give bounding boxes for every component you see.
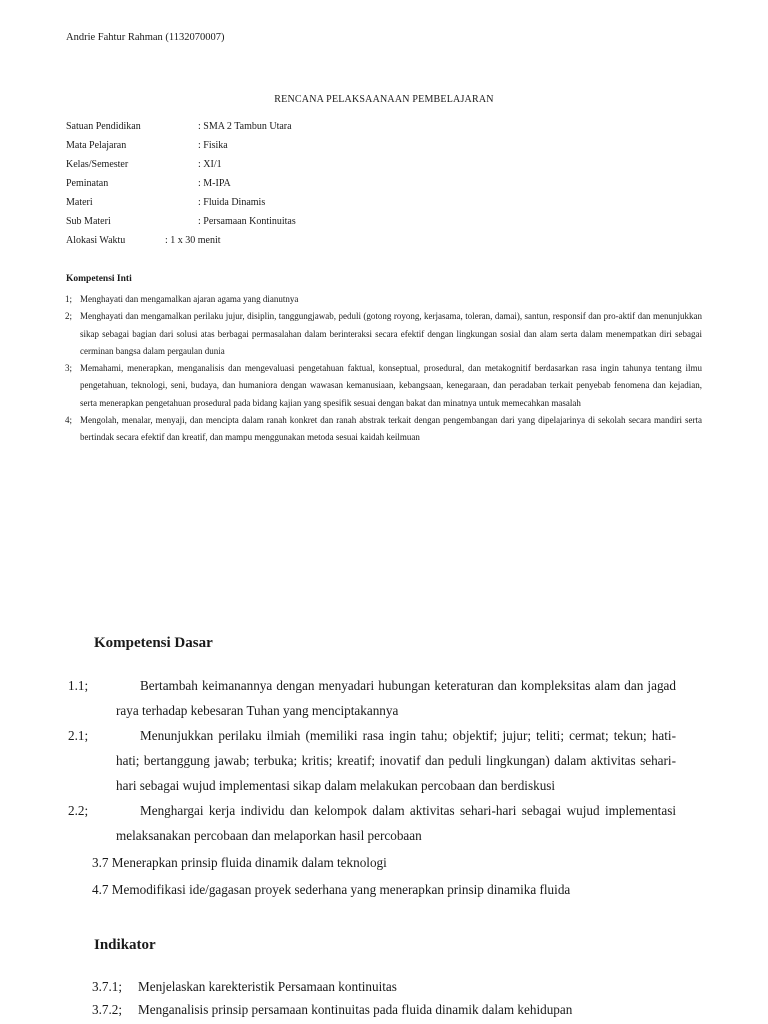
kompetensi-dasar-heading: Kompetensi Dasar [94, 635, 213, 651]
meta-value: : SMA 2 Tambun Utara [198, 121, 292, 132]
item-number: 3.7.2; [92, 1002, 123, 1017]
indikator-heading: Indikator [94, 937, 156, 953]
list-item [66, 412, 702, 447]
item-text: Menjelaskan karekteristik Persamaan kontinuitas [138, 979, 397, 994]
item-text: 4.7 Memodifikasi ide/gagasan proyek sederhana yang menerapkan prinsip dinamika fluida [92, 882, 571, 897]
list-item [68, 798, 676, 848]
item-number: 1; [65, 294, 73, 304]
list-item [92, 850, 676, 875]
list-item [66, 291, 702, 308]
list-item [68, 673, 676, 723]
author-name: Andrie Fahtur Rahman (1132070007) [66, 32, 225, 43]
kompetensi-inti-list [66, 291, 702, 447]
list-item [92, 877, 676, 902]
meta-value: : Persamaan Kontinuitas [198, 216, 296, 227]
item-number: 4; [65, 415, 73, 426]
item-text: Menganalisis prinsip persamaan kontinuitas pada fluida dinamik dalam kehidupan [138, 1002, 573, 1017]
meta-key: Mata Pelajaran [66, 140, 127, 151]
list-item [92, 998, 676, 1021]
item-text: Mengolah, menalar, menyaji, dan mencipta dalam ranah konkret dan ranah abstrak terkait dengan pengembangan dari yang dipelajarinya di sekolah secara mandiri serta bertindak secara efektif dan kreatif, dan mampu menggunakan metoda sesuai kaidah keilmuan [80, 415, 702, 443]
meta-key: Alokasi Waktu [66, 235, 126, 246]
meta-key: Peminatan [66, 178, 109, 189]
item-text: 3.7 Menerapkan prinsip fluida dinamik dalam teknologi [92, 855, 387, 870]
indikator-list [92, 975, 676, 1021]
item-text: Menghargai kerja individu dan kelompok dalam aktivitas sehari-hari sebagai wujud implementasi melaksanakan percobaan dan melaporkan hasil percobaan [116, 803, 676, 843]
list-item [66, 308, 702, 360]
meta-key: Kelas/Semester [66, 159, 129, 170]
list-item [92, 975, 676, 998]
item-text: Menghayati dan mengamalkan perilaku jujur, disiplin, tanggungjawab, peduli (gotong royong, kerjasama, toleran, damai), santun, responsif dan pro-aktif dan menunjukkan sikap sebagai bagian dari solusi atas berbagai permasalahan dalam berinteraksi secara efektif dengan lingkungan sosial dan alam serta dalam menempatkan diri sebagai cerminan bangsa dalam pergaulan dunia [80, 311, 702, 356]
kompetensi-inti-heading: Kompetensi Inti [66, 274, 132, 284]
item-number: 3.7.1; [92, 979, 123, 994]
document-title: RENCANA PELAKSAANAAN PEMBELAJARAN [274, 94, 494, 105]
item-number: 1.1; [68, 678, 89, 693]
item-number: 2.1; [68, 728, 89, 743]
meta-key: Satuan Pendidikan [66, 121, 141, 132]
item-text: Menunjukkan perilaku ilmiah (memiliki rasa ingin tahu; objektif; jujur; teliti; cermat; tekun; hati-hati; bertanggung jawab; terbuka; kritis; kreatif; inovatif dan peduli lingkungan) dalam aktivitas sehari-hari sebagai wujud implementasi sikap dalam melakukan percobaan dan berdiskusi [116, 728, 676, 793]
list-item [66, 360, 702, 412]
item-number: 2; [65, 311, 73, 322]
list-item [68, 723, 676, 798]
item-text: Menghayati dan mengamalkan ajaran agama yang dianutnya [80, 294, 299, 304]
meta-value: : Fluida Dinamis [198, 197, 266, 208]
meta-value: : XI/1 [198, 159, 222, 170]
meta-key: Materi [66, 197, 93, 208]
meta-value: : M-IPA [198, 178, 231, 189]
item-text: Memahami, menerapkan, menganalisis dan mengevaluasi pengetahuan faktual, konseptual, prosedural, dan metakognitif berdasarkan rasa ingin tahunya tentang ilmu pengetahuan, teknologi, seni, budaya, dan humaniora dengan wawasan kemanusiaan, kebangsaan, kenegaraan, dan peradaban terkait penyebab fenomena dan kejadian, serta menerapkan pengetahuan prosedural pada bidang kajian yang spesifik sesuai dengan bakat dan minatnya untuk memecahkan masalah [80, 363, 702, 408]
item-text: Bertambah keimanannya dengan menyadari hubungan keteraturan dan kompleksitas alam dan jagad raya terhadap kebesaran Tuhan yang menciptakannya [116, 678, 676, 718]
meta-value: : 1 x 30 menit [165, 235, 221, 246]
item-number: 2.2; [68, 803, 89, 818]
item-number: 3; [65, 363, 73, 374]
meta-key: Sub Materi [66, 216, 111, 227]
meta-value: : Fisika [198, 140, 228, 151]
kompetensi-dasar-list [68, 673, 676, 902]
